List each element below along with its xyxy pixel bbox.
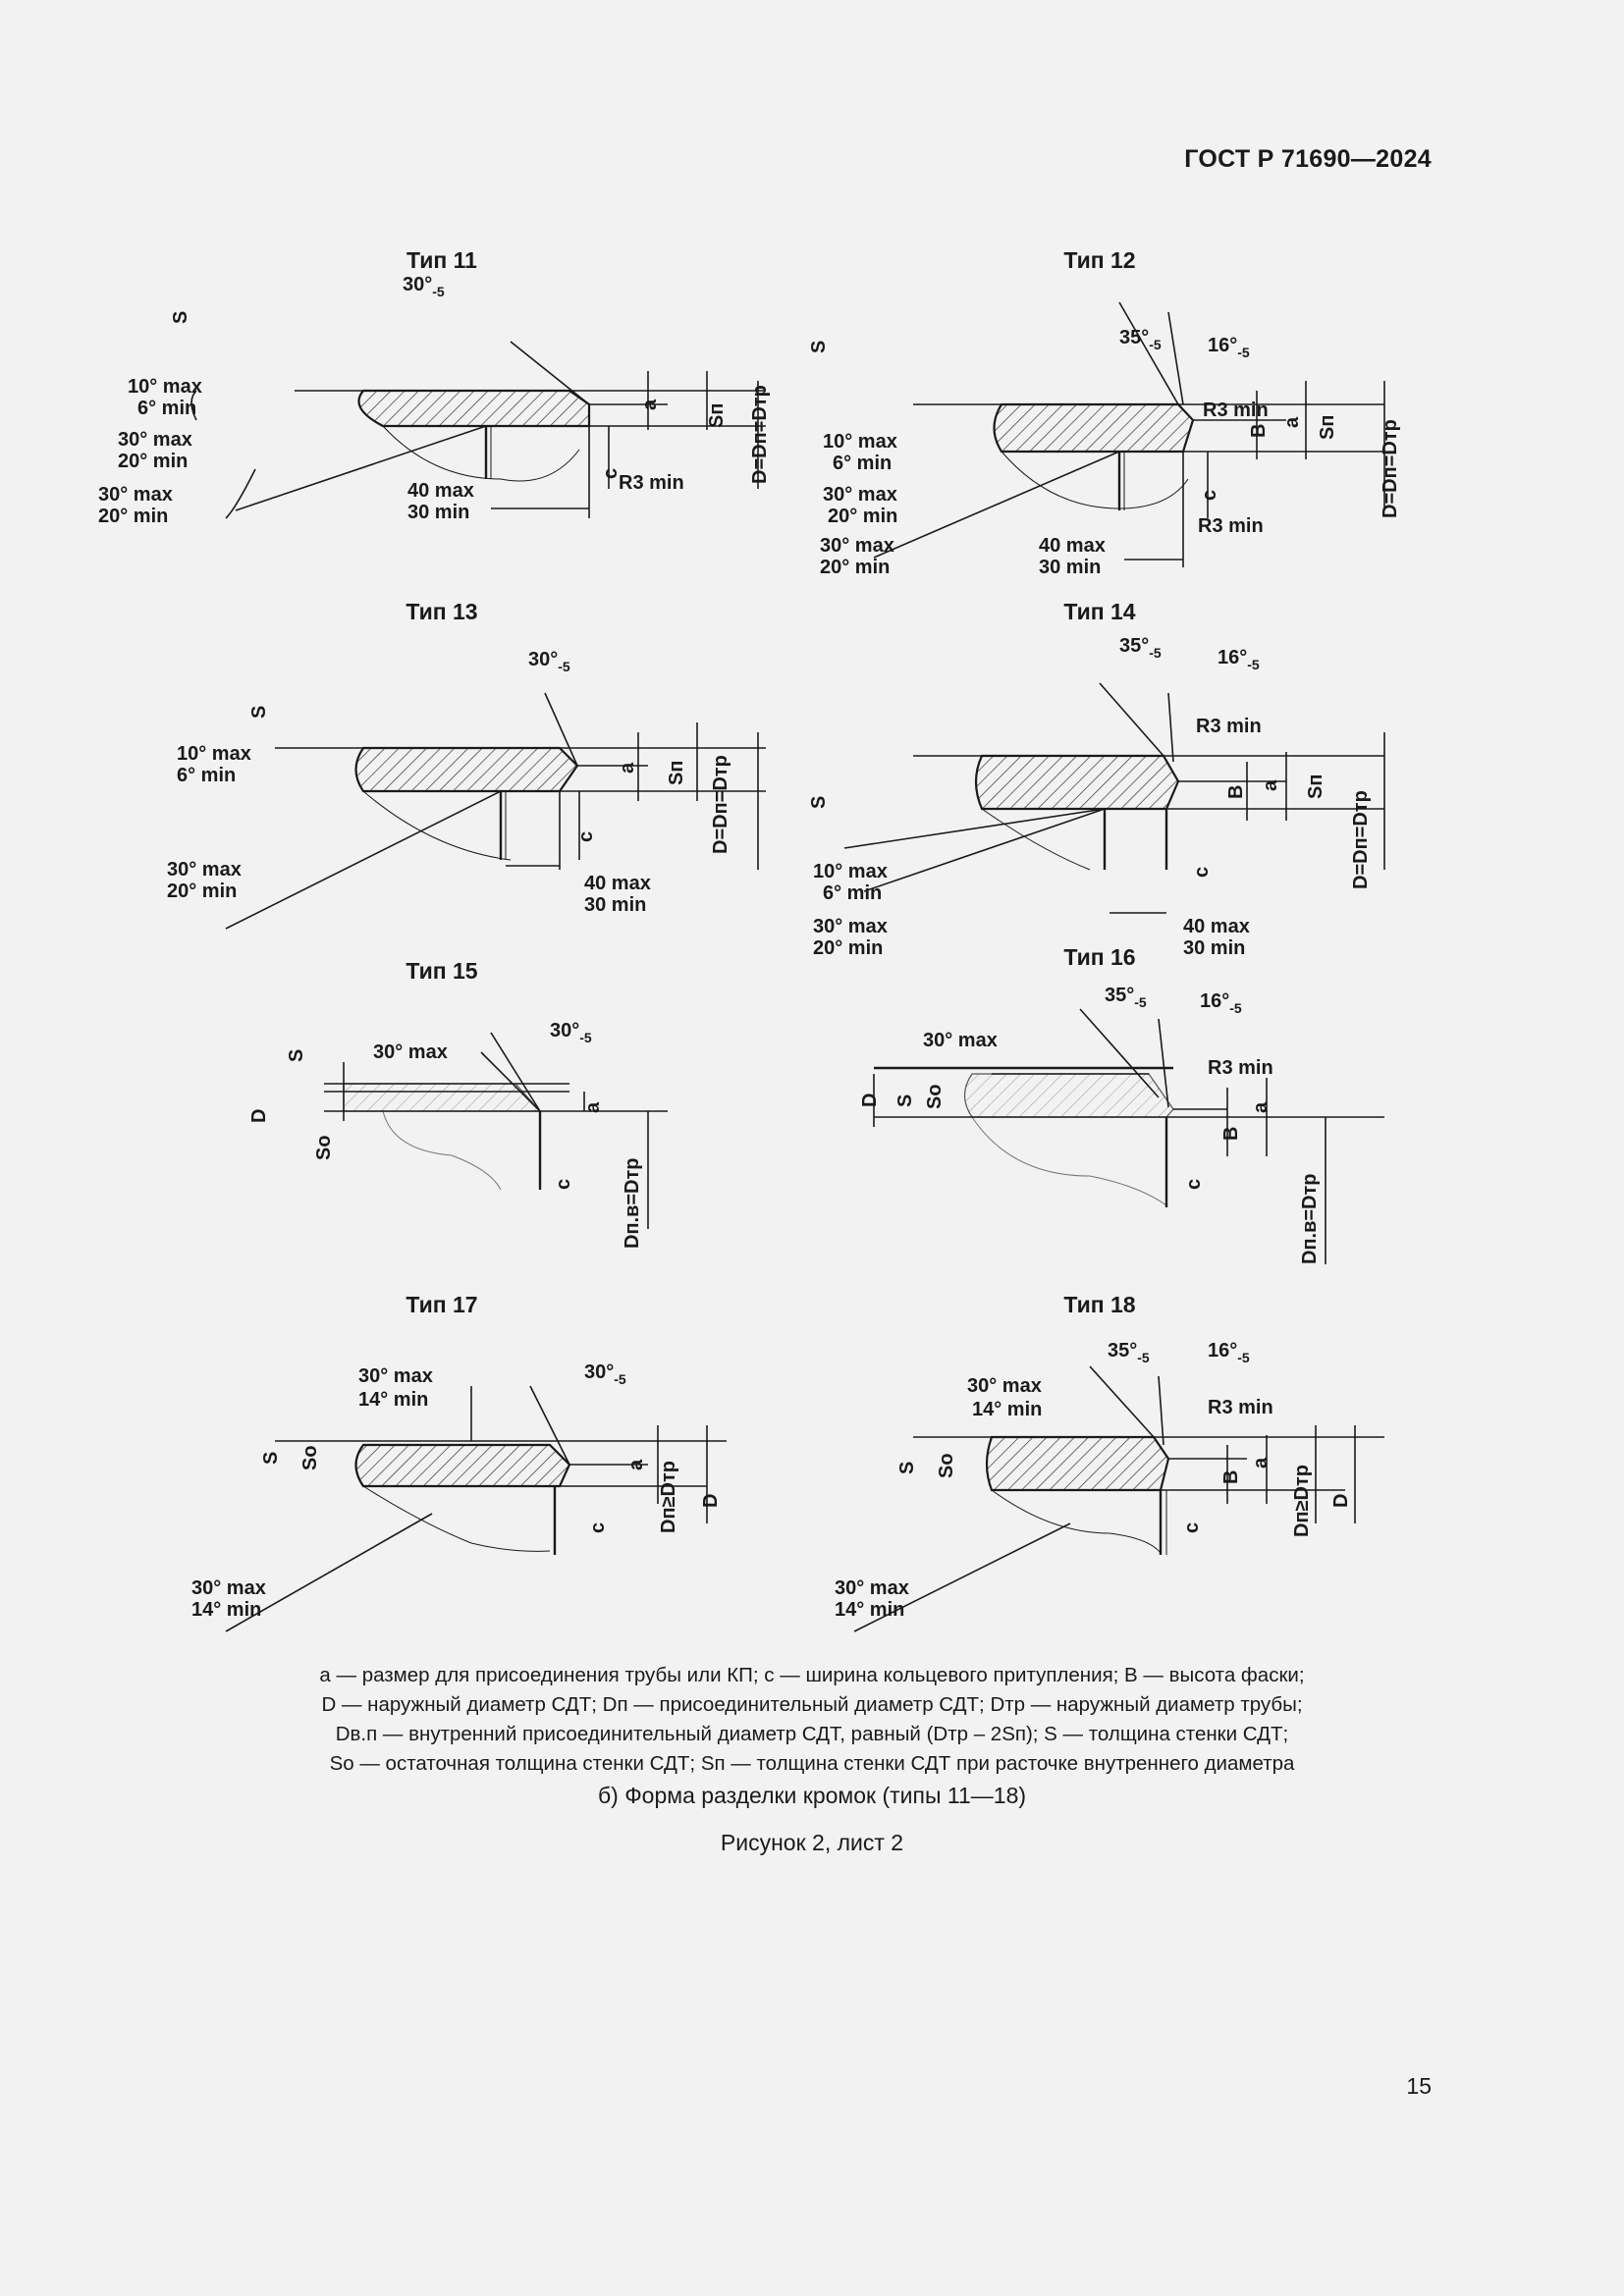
label-bevel-angle: $30^\circ_{-5}$ — [528, 649, 570, 674]
label-taper-min: 20° min — [813, 937, 884, 959]
legend — [128, 1661, 1496, 1779]
label-transition-max: 40 max — [407, 480, 474, 502]
type-title: Тип 13 — [406, 599, 478, 624]
dim-c: c — [575, 830, 597, 842]
figure-type-17 — [137, 1292, 746, 1645]
dim-a: a — [1250, 1101, 1272, 1113]
label-bevel-angle: $35^\circ_{-5}$ — [1119, 635, 1162, 661]
label-bevel-angle-2: $16^\circ_{-5}$ — [1218, 647, 1260, 672]
dim-S: S — [260, 1451, 282, 1465]
label-bevel-angle: $30^\circ_{-5}$ — [403, 274, 445, 299]
label-transition-min: 30 min — [1183, 937, 1246, 959]
dim-S: S — [170, 310, 191, 324]
dim-S: S — [896, 1461, 918, 1474]
label-radius-top: R3 min — [1203, 400, 1269, 421]
type-13-drawing — [137, 634, 746, 948]
label-radius: R3 min — [1208, 1057, 1273, 1079]
label-outer-angle-max: 30° max — [358, 1365, 433, 1387]
legend-line: D — наружный диаметр СДТ; Dп — присоединительный диаметр СДТ; Dтр — наружный диаметр трубы; — [321, 1693, 1303, 1716]
dim-c: c — [1199, 489, 1220, 501]
label-transition-min: 30 min — [1039, 557, 1102, 578]
dim-c: c — [600, 467, 622, 479]
figure-type-11 — [98, 247, 771, 601]
dim-a: a — [639, 399, 661, 410]
dim-So: Sо — [936, 1453, 957, 1478]
label-outer-angle-min: 14° min — [358, 1389, 429, 1411]
label-bevel-angle: $30^\circ_{-5}$ — [584, 1362, 626, 1387]
dim-c: c — [1191, 866, 1213, 878]
dim-D: D=Dп=Dтр — [1350, 790, 1372, 889]
dim-D: D — [1330, 1493, 1352, 1508]
dim-a: a — [617, 762, 638, 774]
pipe-section — [359, 391, 590, 426]
pipe-section — [987, 1437, 1168, 1490]
label-transition-min: 30 min — [584, 894, 647, 916]
dim-c: c — [1181, 1522, 1203, 1533]
dim-So: Sо — [313, 1135, 335, 1160]
label-bevel-angle: $35^\circ_{-5}$ — [1119, 327, 1162, 352]
type-title: Тип 14 — [1063, 599, 1136, 624]
type-title: Тип 18 — [1063, 1292, 1136, 1317]
type-11-drawing — [98, 274, 771, 607]
figure-subtitle: б) Форма разделки кромок (типы 11—18) — [597, 1783, 1027, 1808]
dim-S: S — [894, 1094, 916, 1107]
label-radius: R3 min — [619, 472, 684, 494]
dim-Sp: Sп — [1305, 774, 1326, 799]
dim-D: D — [248, 1108, 270, 1123]
label-land-max: 10° max — [177, 743, 251, 765]
figure-type-18 — [795, 1292, 1404, 1645]
figure-type-12 — [795, 247, 1404, 601]
pipe-section — [995, 404, 1194, 452]
label-bevel-angle-2: $16^\circ_{-5}$ — [1208, 335, 1250, 360]
label-taper-max: 30° max — [191, 1577, 266, 1599]
dim-a: a — [1281, 416, 1303, 428]
label-taper-max: 30° max — [167, 859, 242, 881]
dim-S: S — [808, 795, 830, 809]
dim-D: D — [859, 1093, 881, 1107]
dim-D: D=Dп=Dтр — [710, 755, 731, 854]
label-radius-bottom: R3 min — [1198, 515, 1264, 537]
pipe-section — [965, 1074, 1174, 1117]
dim-Dp: Dп≥Dтр — [658, 1461, 679, 1533]
dim-Sp: Sп — [1317, 414, 1338, 440]
page-number: 15 — [1406, 2073, 1432, 2099]
label-outer-angle-max: 30° max — [967, 1375, 1042, 1397]
dim-a: a — [1250, 1457, 1272, 1468]
figure-type-13 — [137, 599, 746, 952]
dim-c: c — [587, 1522, 609, 1533]
label-bevel-angle-2: $16^\circ_{-5}$ — [1200, 990, 1242, 1016]
dim-a: a — [625, 1459, 647, 1470]
dim-Sp: Sп — [706, 402, 728, 428]
dim-So: Sо — [299, 1445, 321, 1470]
pipe-section — [356, 1445, 570, 1486]
label-transition-max: 40 max — [1039, 535, 1106, 557]
label-land-min: 6° min — [833, 453, 893, 474]
pipe-section — [356, 748, 578, 791]
dim-So: Sо — [924, 1084, 946, 1109]
label-bevel-angle: $30^\circ_{-5}$ — [550, 1020, 592, 1045]
dim-Dp: Dп≥Dтр — [1291, 1465, 1313, 1537]
label-radius: R3 min — [1208, 1397, 1273, 1418]
dim-a: a — [1260, 779, 1281, 791]
label-land-max: 10° max — [823, 431, 897, 453]
label-taper2-min: 20° min — [820, 557, 891, 578]
dim-S: S — [808, 340, 830, 353]
label-taper2-max: 30° max — [98, 484, 173, 506]
label-bevel-angle: $35^\circ_{-5}$ — [1108, 1340, 1150, 1365]
label-bevel-angle-2: $16^\circ_{-5}$ — [1208, 1340, 1250, 1365]
label-taper-max: 30° max — [835, 1577, 909, 1599]
legend-line: Dв.п — внутренний присоединительный диаметр СДТ, равный (Dтр – 2Sп); S — толщина стенки СДТ; — [335, 1723, 1289, 1745]
pipe-section — [344, 1084, 540, 1111]
pipe-section — [976, 756, 1178, 809]
type-title: Тип 15 — [406, 958, 478, 984]
dim-c: c — [553, 1178, 574, 1190]
dim-D: D — [700, 1493, 722, 1508]
type-17-drawing — [137, 1327, 746, 1661]
legend-line: a — размер для присоединения трубы или КП; c — ширина кольцевого притупления; B — высота фаски; — [319, 1664, 1305, 1686]
dim-Sp: Sп — [666, 760, 687, 785]
label-land-max: 10° max — [128, 376, 202, 398]
label-land-max: 10° max — [813, 861, 888, 882]
label-taper2-min: 20° min — [98, 506, 169, 527]
label-transition-min: 30 min — [407, 502, 470, 523]
label-taper-min: 20° min — [167, 881, 238, 902]
dim-B: B — [1220, 1126, 1242, 1141]
type-title: Тип 17 — [406, 1292, 478, 1317]
dim-B: B — [1248, 423, 1270, 438]
label-taper-min: 14° min — [191, 1599, 262, 1621]
type-16-drawing — [795, 980, 1404, 1294]
figure-type-15 — [137, 958, 746, 1311]
dim-B: B — [1225, 784, 1247, 799]
dim-Dpv: Dп.в=Dтр — [1299, 1173, 1321, 1264]
dim-Dpv: Dп.в=Dтр — [622, 1157, 643, 1249]
label-outer-angle: 30° max — [373, 1041, 448, 1063]
label-outer-angle-min: 14° min — [972, 1399, 1043, 1420]
label-taper1-min: 20° min — [118, 451, 189, 472]
label-taper2-max: 30° max — [820, 535, 894, 557]
label-outer-angle: 30° max — [923, 1030, 998, 1051]
label-taper-min: 14° min — [835, 1599, 905, 1621]
label-land-min: 6° min — [177, 765, 237, 786]
type-title: Тип 11 — [406, 247, 477, 273]
figure-type-16 — [795, 944, 1404, 1298]
type-15-drawing — [137, 993, 746, 1288]
type-title: Тип 16 — [1063, 944, 1136, 970]
type-14-drawing — [795, 634, 1404, 958]
type-title: Тип 12 — [1063, 247, 1136, 273]
dim-B: B — [1220, 1469, 1242, 1484]
legend-line: Sо — остаточная толщина стенки СДТ; Sп — толщина стенки СДТ при расточке внутреннего диаметра — [329, 1752, 1295, 1775]
dim-S: S — [248, 705, 270, 719]
dim-D: D=Dп=Dтр — [749, 385, 771, 484]
label-taper1-max: 30° max — [823, 484, 897, 506]
label-radius: R3 min — [1196, 716, 1262, 737]
type-12-drawing — [795, 283, 1404, 616]
label-land-min: 6° min — [137, 398, 197, 419]
label-land-min: 6° min — [823, 882, 883, 904]
figure-caption: Рисунок 2, лист 2 — [720, 1830, 904, 1855]
dim-D: D=Dп=Dтр — [1380, 419, 1401, 518]
label-taper1-min: 20° min — [828, 506, 898, 527]
label-transition-max: 40 max — [1183, 916, 1250, 937]
dim-c: c — [1183, 1178, 1205, 1190]
label-taper1-max: 30° max — [118, 429, 192, 451]
label-taper-max: 30° max — [813, 916, 888, 937]
label-transition-max: 40 max — [584, 873, 651, 894]
dim-a: a — [582, 1101, 604, 1113]
type-18-drawing — [795, 1327, 1404, 1661]
dim-S: S — [286, 1048, 307, 1062]
standard-header: ГОСТ Р 71690—2024 — [1184, 145, 1432, 173]
label-bevel-angle: $35^\circ_{-5}$ — [1105, 985, 1147, 1010]
